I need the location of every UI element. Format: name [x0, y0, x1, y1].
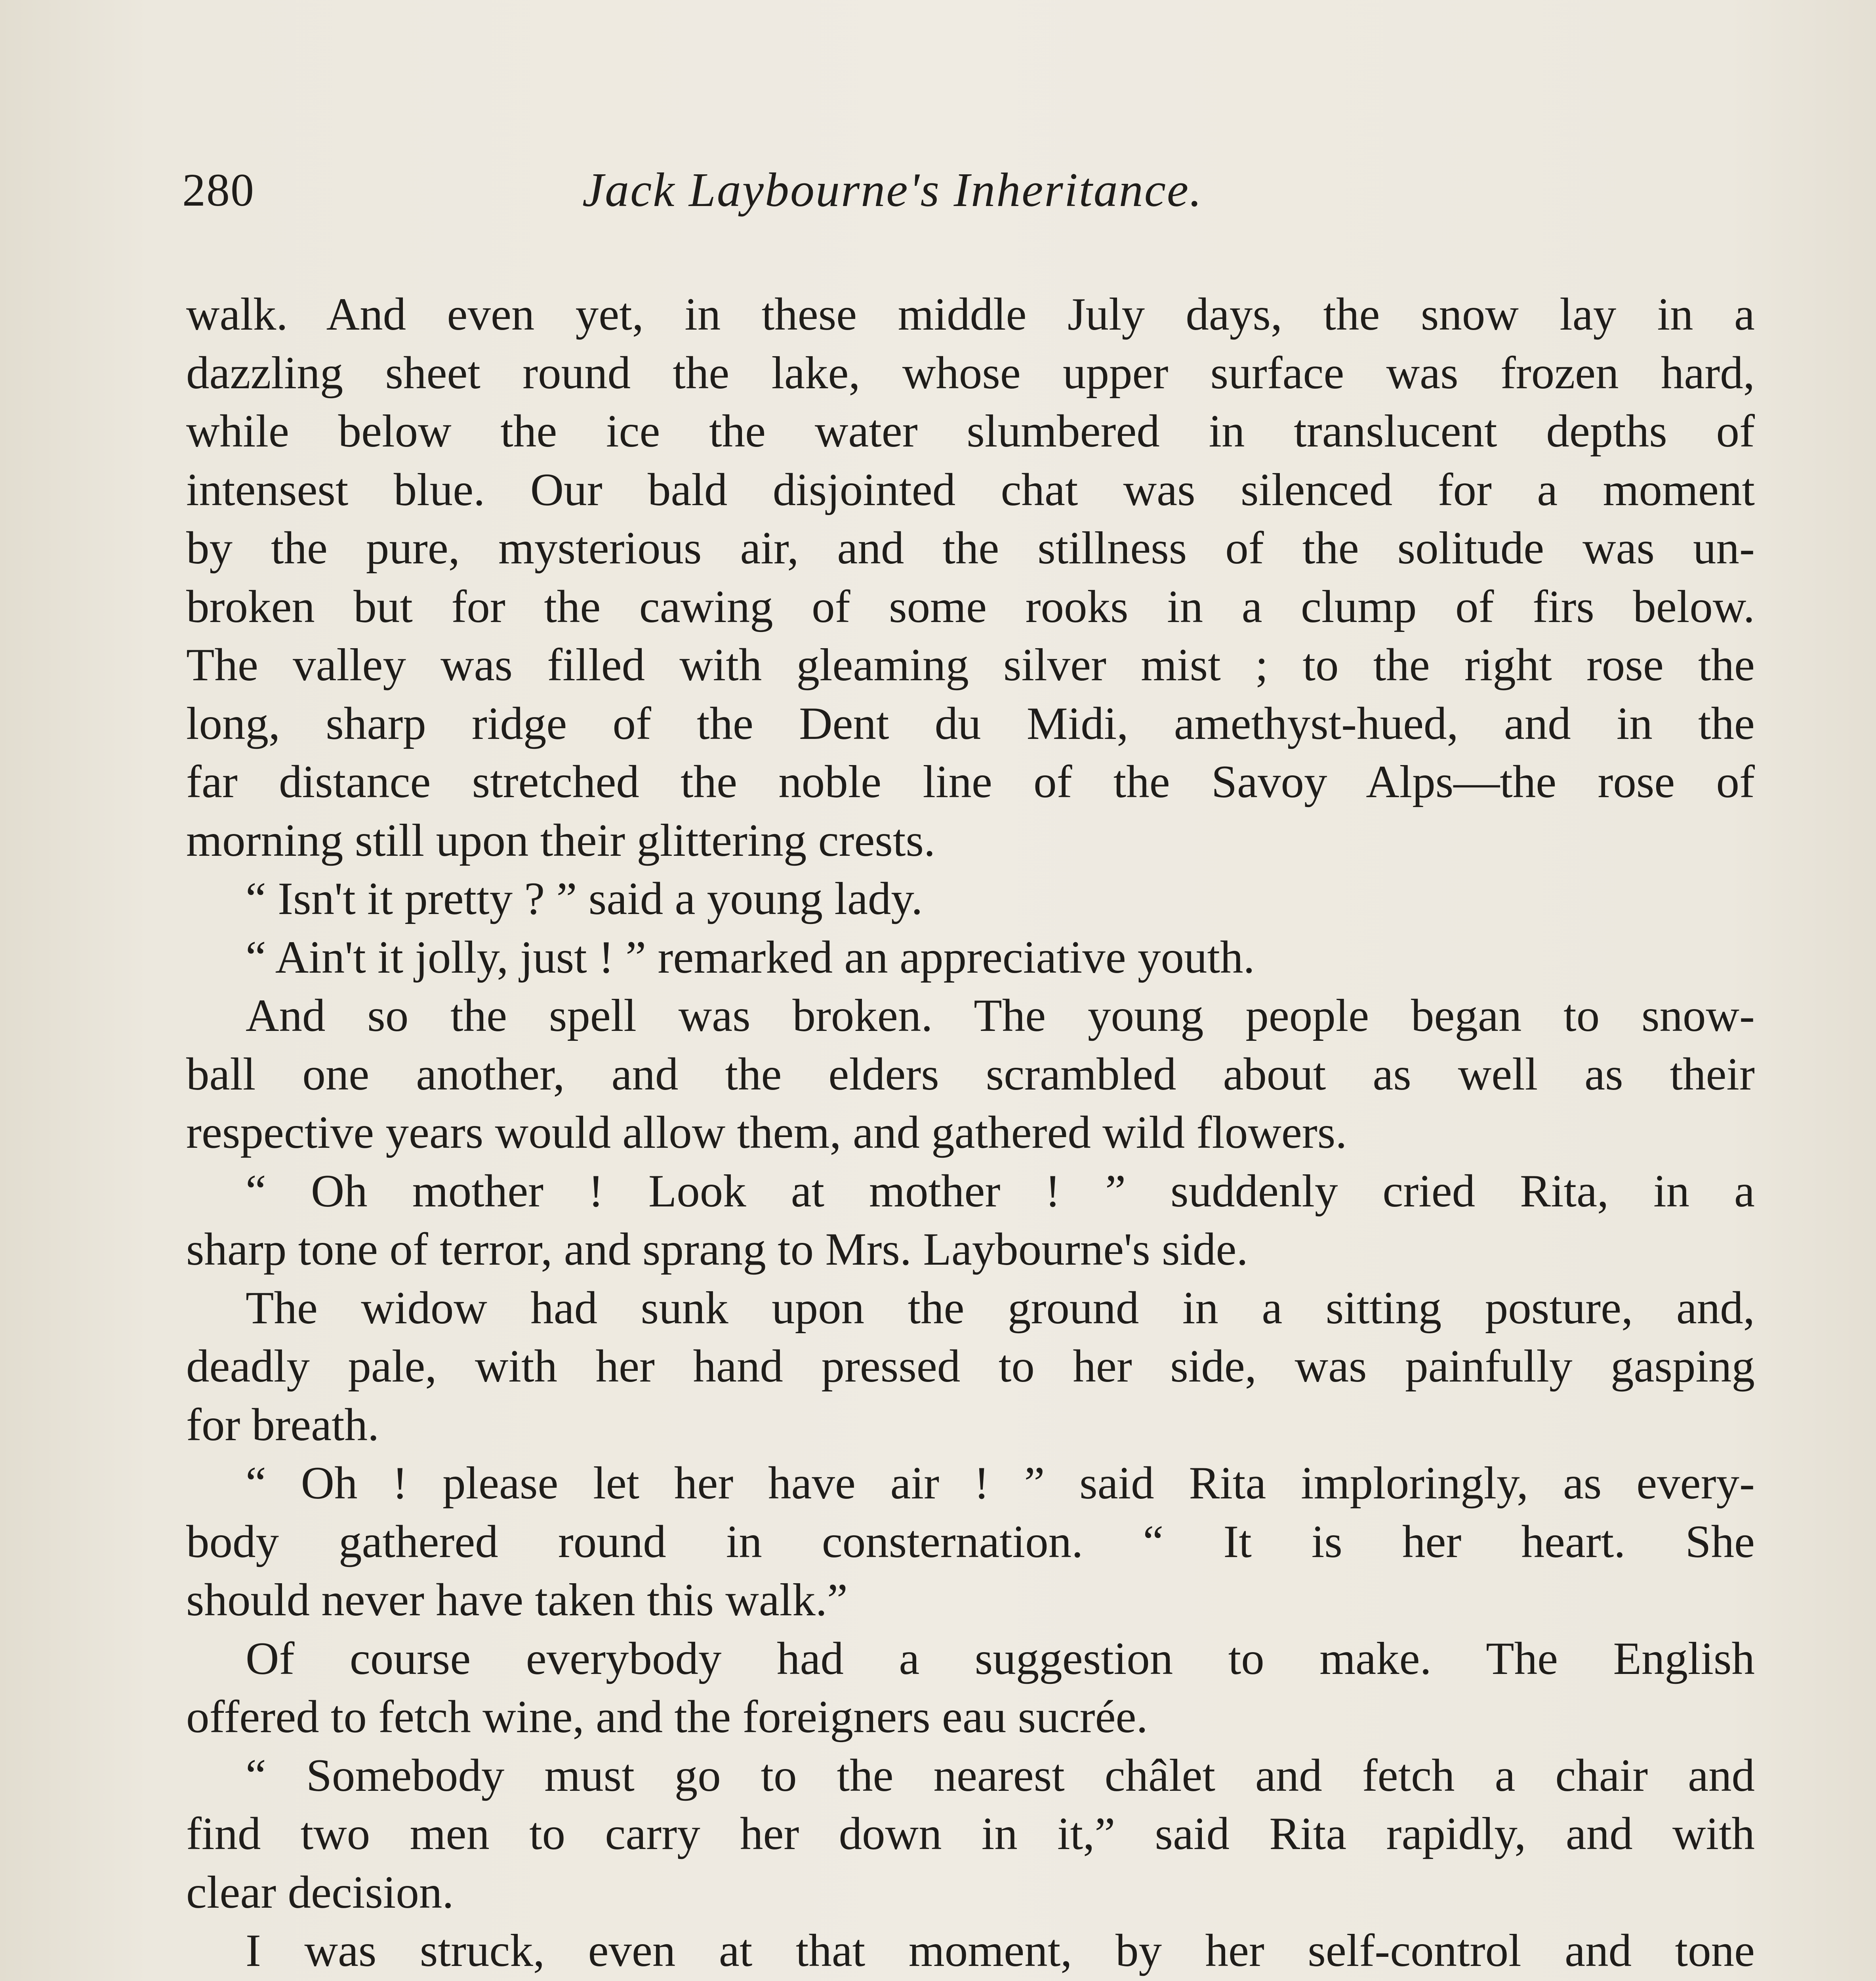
text-line: should never have taken this walk.”	[186, 1574, 848, 1626]
text-line: broken but for the cawing of some rooks in a clump of firs below.	[186, 581, 1755, 632]
text-line: “ Isn't it pretty ? ” said a young lady.	[246, 873, 923, 924]
text-line: Of course everybody had a suggestion to make. The English	[246, 1633, 1755, 1684]
text-line: deadly pale, with her hand pressed to her side, was painfully gasping	[186, 1341, 1755, 1392]
text-line: sharp tone of terror, and sprang to Mrs. Laybourne's side.	[186, 1224, 1248, 1275]
page-number: 280	[182, 164, 255, 216]
text-line: “ Somebody must go to the nearest châlet and fetch a chair and	[246, 1750, 1755, 1801]
text-line: by the pure, mysterious air, and the stillness of the solitude was un-	[186, 523, 1755, 574]
page-header	[182, 156, 1767, 224]
text-line: while below the ice the water slumbered in translucent depths of	[186, 406, 1755, 457]
text-line: walk. And even yet, in these middle July days, the snow lay in a	[186, 289, 1755, 340]
text-line: body gathered round in consternation. “ It is her heart. She	[186, 1516, 1755, 1567]
text-line: for breath.	[186, 1399, 379, 1450]
text-line: And so the spell was broken. The young people began to snow-	[246, 990, 1755, 1041]
text-line: find two men to carry her down in it,” said Rita rapidly, and with	[186, 1808, 1755, 1859]
text-line: ball one another, and the elders scrambled about as well as their	[186, 1048, 1755, 1100]
text-line: “ Oh ! please let her have air ! ” said Rita imploringly, as every-	[246, 1458, 1755, 1509]
text-line: intensest blue. Our bald disjointed chat was silenced for a moment	[186, 464, 1755, 515]
text-line: far distance stretched the noble line of the Savoy Alps—the rose of	[186, 756, 1755, 807]
text-line: The widow had sunk upon the ground in a sitting posture, and,	[246, 1282, 1755, 1334]
text-line: The valley was filled with gleaming silver mist ; to the right rose the	[186, 639, 1755, 691]
text-line: morning still upon their glittering crests.	[186, 815, 936, 866]
text-line: offered to fetch wine, and the foreigners eau sucrée.	[186, 1691, 1148, 1742]
text-line: long, sharp ridge of the Dent du Midi, amethyst-hued, and in the	[186, 698, 1755, 749]
body-text	[186, 285, 1755, 1981]
text-line: “ Oh mother ! Look at mother ! ” suddenly cried Rita, in a	[246, 1165, 1755, 1217]
text-line: dazzling sheet round the lake, whose upper surface was frozen hard,	[186, 347, 1755, 399]
text-line: I was struck, even at that moment, by her self-control and tone	[246, 1925, 1755, 1976]
running-title: Jack Laybourne's Inheritance.	[582, 163, 1203, 217]
text-line: clear decision.	[186, 1866, 454, 1918]
text-line: respective years would allow them, and gathered wild flowers.	[186, 1107, 1347, 1158]
text-line: “ Ain't it jolly, just ! ” remarked an appreciative youth.	[246, 931, 1255, 983]
